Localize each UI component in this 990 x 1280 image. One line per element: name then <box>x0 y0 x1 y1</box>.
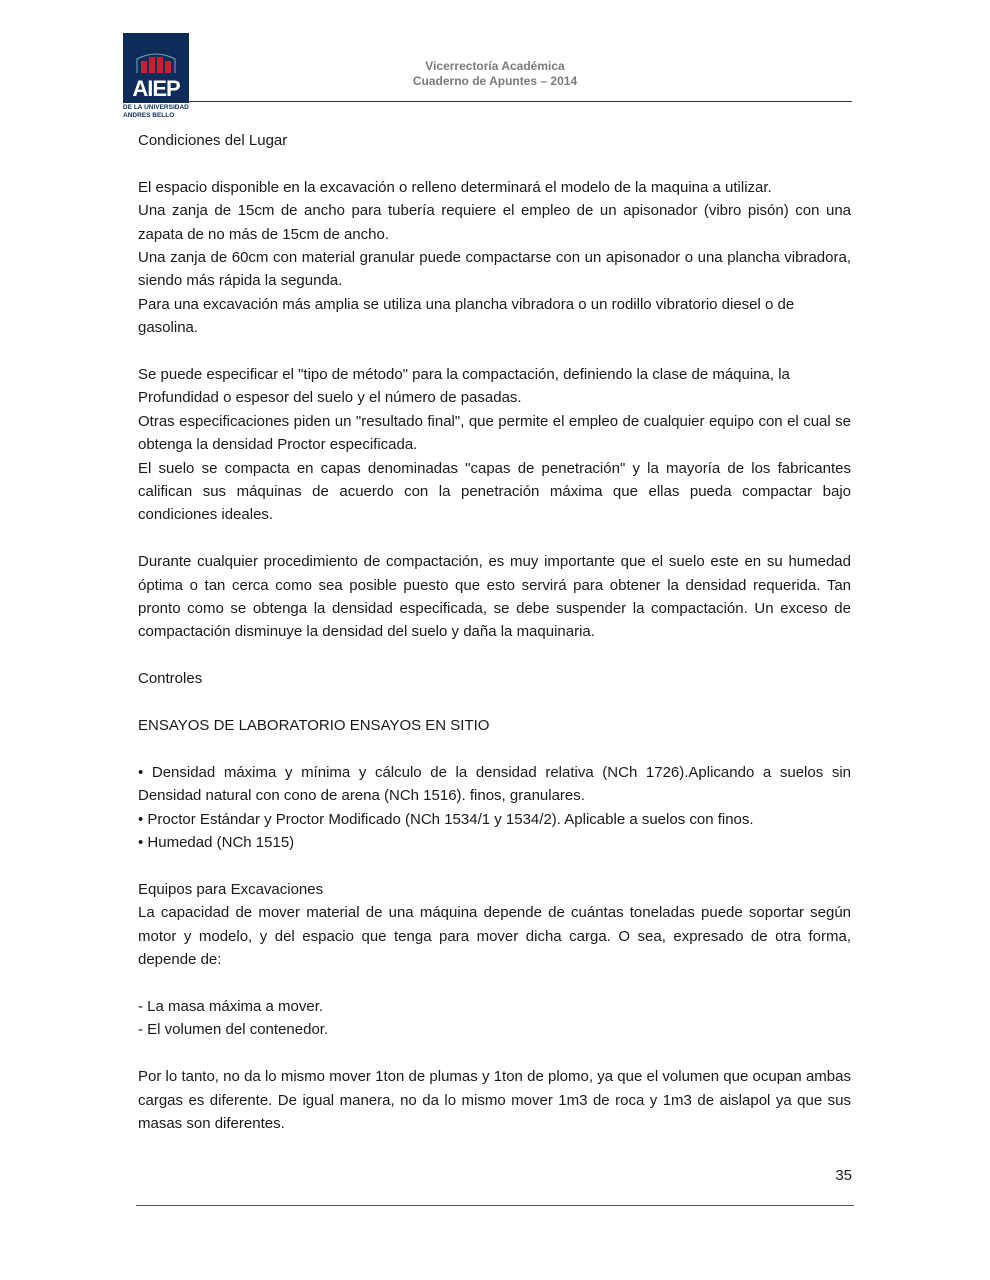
page-header <box>300 59 690 89</box>
logo-sub-line1: DE LA UNIVERSIDAD <box>123 104 189 111</box>
aiep-logo <box>123 33 189 119</box>
footer-divider <box>136 1205 854 1206</box>
heading-site-conditions: Condiciones del Lugar <box>138 132 288 149</box>
heading-tests: ENSAYOS DE LABORATORIO ENSAYOS EN SITIO <box>138 717 490 735</box>
paragraph-4: La capacidad de mover material de una máquina depende de cuántas toneladas puede soportar según motor y modelo, y del espacio que tenga para mover dicha carga. O sea, expresado de otra forma, depende de: <box>138 904 851 969</box>
header-line2: Cuaderno de Apuntes – 2014 <box>412 74 578 88</box>
bullet-item: • Humedad (NCh 1515) <box>138 834 295 852</box>
document-body <box>138 129 851 1135</box>
bullet-item: • Proctor Estándar y Proctor Modificado (NCh 1534/1 y 1534/2). Aplicable a suelos con finos. <box>138 810 754 828</box>
heading-equipment: Equipos para Excavaciones <box>138 880 324 898</box>
page-number: 35 <box>835 1167 852 1184</box>
header-divider <box>185 101 852 102</box>
logo-subtitle <box>123 104 193 119</box>
logo-buildings-icon <box>135 53 177 73</box>
dash-item: - La masa máxima a mover. <box>138 997 324 1015</box>
paragraph-2-line-4: El suelo se compacta en capas denominadas "capas de penetración" y la mayoría de los fabricantes califican sus máquinas de acuerdo con la penetración máxima que ellas pueda compactar bajo condiciones ideales. <box>138 459 851 524</box>
paragraph-2-line-3: Otras especificaciones piden un "resultado final", que permite el empleo de cualquier equipo con el cual se obtenga la densidad Proctor especificada. <box>138 412 851 454</box>
logo-emblem <box>123 33 189 103</box>
paragraph-5: Por lo tanto, no da lo mismo mover 1ton de plumas y 1ton de plomo, ya que el volumen que ocupan ambas cargas es diferente. De igual manera, no da lo mismo mover 1m3 de roca y 1m3 de aislapol ya que sus masas son diferentes. <box>138 1068 851 1132</box>
bullet-item: • Densidad máxima y mínima y cálculo de la densidad relativa (NCh 1726).Aplicando a suelos sin Densidad natural con cono de arena (NCh 1516). finos, granulares. <box>138 763 851 805</box>
logo-brand: AIEP <box>132 76 180 101</box>
paragraph-1-line-3: Una zanja de 60cm con material granular puede compactarse con un apisonador o una plancha vibradora, siendo más rápida la segunda. <box>138 249 851 290</box>
paragraph-1-line-1: El espacio disponible en la excavación o relleno determinará el modelo de la maquina a utilizar. <box>138 178 772 196</box>
dash-item: - El volumen del contenedor. <box>138 1021 329 1039</box>
paragraph-1-line-4: Para una excavación más amplia se utiliza una plancha vibradora o un rodillo vibratorio diesel o de gasolina. <box>138 295 795 337</box>
paragraph-1-line-2: Una zanja de 15cm de ancho para tubería requiere el empleo de un apisonador (vibro pisón) con una zapata de no más de 15cm de ancho. <box>138 202 851 243</box>
heading-controls: Controles <box>138 670 203 688</box>
paragraph-2-line-2: Profundidad o espesor del suelo y el número de pasadas. <box>138 389 522 407</box>
paragraph-2-line-1: Se puede especificar el "tipo de método" para la compactación, definiendo la clase de máquina, la <box>138 366 790 384</box>
paragraph-3: Durante cualquier procedimiento de compactación, es muy importante que el suelo este en su humedad óptima o tan cerca como sea posible puesto que esto servirá para obtener la densidad requerida. Tan pronto como se obtenga la densidad especificada, se debe suspender la compactación. Un exceso de compactación disminuye la densidad del suelo y daña la maquinaria. <box>138 553 851 641</box>
logo-sub-line2: ANDRES BELLO <box>123 111 175 119</box>
header-line1: Vicerrectoría Académica <box>425 59 565 73</box>
